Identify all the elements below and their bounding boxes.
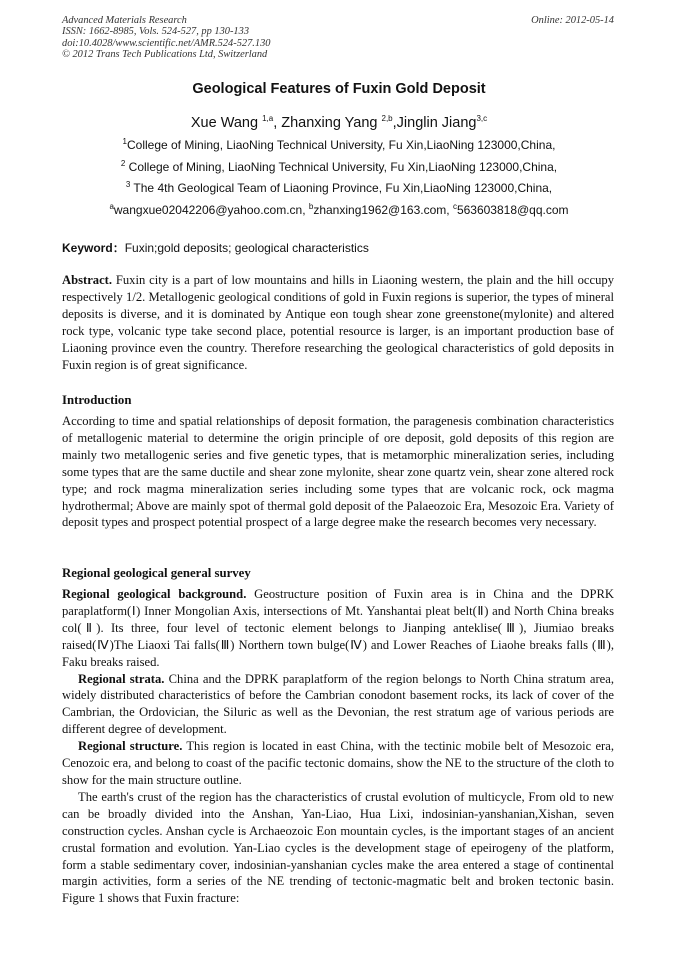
regional-structure-text: This region is located in east China, with the tectinic mobile belt of Mesozoic era, Cenozoic era, and belong to coast of the pacific tectonic domains, show the NE to the structure of the cloth to show for the main structure outline. [62,739,614,787]
affiliation-2-sup: 2 [120,159,126,168]
copyright-line: © 2012 Trans Tech Publications Ltd, Switzerland [62,49,268,61]
regional-body [62,586,614,907]
regional-strata-text: China and the DPRK paraplatform of the region belongs to North China stratum area, widely distributed characteristics of before the Cambrian conodont basement rocks, its lack of cover of the Cambrian, the Ordovician, the Siluric as well as the Devonian, the rest stratum age of various periods are different degree of development. [62,671,614,737]
affiliation-2 [0,160,678,174]
affiliation-3 [0,181,678,195]
author-2: , Zhanxing Yang [273,115,382,131]
abstract [62,272,614,373]
author-1: Xue Wang [190,115,263,131]
affiliation-2-text: College of Mining, LiaoNing Technical University, Fu Xin,LiaoNing 123000,China, [125,160,558,174]
keywords-separator: ： [112,241,125,255]
doi-line: doi:10.4028/www.scientific.net/AMR.524-527.130 [62,37,271,49]
crust-paragraph: The earth's crust of the region has the characteristics of crustal evolution of multicycle, From old to new can be broadly divided into the Anshan, Yan-Liao, Hua Lixi, indosinian-yanshanian,Xishan, seven construction cycles. Anshan cycle is Archaeozoic Eon mountain cycles, is the important stages of an ancient crustal formation and evolution. Yan-Liao cycles is the development stage of epeirogeny of the platform, form a stable sedimentary cover, indosinian-yanshanian cycles make the area entered a stage of continental margin activities, form a series of the NE trending of tectonic-magmatic belt and broken tectonic basin. Figure 1 shows that Fuxin fracture: [62,789,614,906]
email-b-sup: b [308,202,314,211]
regional-background-paragraph [62,586,614,671]
regional-background-text: Geostructure position of Fuxin area is in China and the DPRK paraplatform(Ⅰ) Inner Mongolian Axis, intersections of Mt. Yanshantai pleat belt(Ⅱ) and North China breaks col(Ⅱ). Its three, four level of tectonic element belongs to Jianping anteklise(Ⅲ), Jiumiao breaks raised(Ⅳ)The Liaoxi Tai falls(Ⅲ) Northern town bulge(Ⅳ) and Lower Reaches of Liaohe breaks falls (Ⅲ), Faku breaks raised. [62,587,614,669]
issn-line: ISSN: 1662-8985, Vols. 524-527, pp 130-133 [62,26,250,38]
introduction-text: According to time and spatial relationships of deposit formation, the paragenesis combination characteristics of metallogenic material to determine the origin principle of ore deposit, gold deposits of this region are mainly two metallogenic series and five genetic types, that is metamorphic mineralization series, including some types that are the same ductile and shear zone mylonite, shear zone quartz vein, shear zone altered rock type; and rock magma mineralization series including some types that are volcanic rock, ock magma hydrothermal; Above are mainly spot of thermal gold deposit of the Palaeozoic Era, Mesozoic Era. Variety of deposit types and prospect potential prospect of a large degree make the research becomes very necessary. [62,414,614,530]
author-2-sup: 2,b [381,114,393,124]
affiliation-3-text: The 4th Geological Team of Liaoning Province, Fu Xin,LiaoNing 123000,China, [130,181,553,195]
online-date: Online: 2012-05-14 [531,15,614,26]
affiliation-3-sup: 3 [125,180,131,189]
paper-title: Geological Features of Fuxin Gold Deposit [192,81,486,97]
abstract-label: Abstract. [62,273,113,287]
author-1-sup: 1,a [262,114,274,124]
introduction-heading: Introduction [62,393,132,407]
author-list [0,115,678,131]
regional-strata-label: Regional strata. [78,671,165,686]
introduction-body [62,413,614,531]
journal-name: Advanced Materials Research [62,15,187,26]
affiliation-1-text: College of Mining, LiaoNing Technical University, Fu Xin,LiaoNing 123000,China, [126,138,556,152]
email-b: zhanxing1962@163.com, [313,203,453,217]
regional-structure-label: Regional structure. [78,739,183,754]
keywords-label: Keyword [62,241,113,255]
email-a-sup: a [109,202,114,211]
regional-heading: Regional geological general survey [62,566,251,580]
regional-structure-paragraph [62,738,614,789]
keywords-text: Fuxin;gold deposits; geological characteristics [124,241,369,255]
email-a: wangxue02042206@yahoo.com.cn, [113,203,309,217]
affiliation-1 [0,138,678,152]
regional-background-label: Regional geological background. [62,587,247,601]
email-line [0,203,678,217]
regional-strata-paragraph [62,671,614,739]
keywords-line [62,239,369,256]
affiliation-1-sup: 1 [122,137,127,146]
author-3: ,Jinglin Jiang [392,115,477,131]
email-c: 563603818@qq.com [456,203,569,217]
author-3-sup: 3,c [476,114,488,124]
email-c-sup: c [452,202,457,211]
abstract-text: Fuxin city is a part of low mountains and hills in Liaoning western, the plain and the hill occupy respectively 1/2. Metallogenic geological conditions of gold in Fuxin regions is superior, the types of mineral deposits is diverse, and it is dominated by Antique eon tough shear zone greenstone(mylonite) and altered rock type, volcanic type take second place, potential resource is larger, is an important production base of Liaoning province even the country. Therefore researching the geological characteristics of gold deposits in Fuxin region is of great significance. [62,273,614,372]
journal-header [62,15,270,61]
